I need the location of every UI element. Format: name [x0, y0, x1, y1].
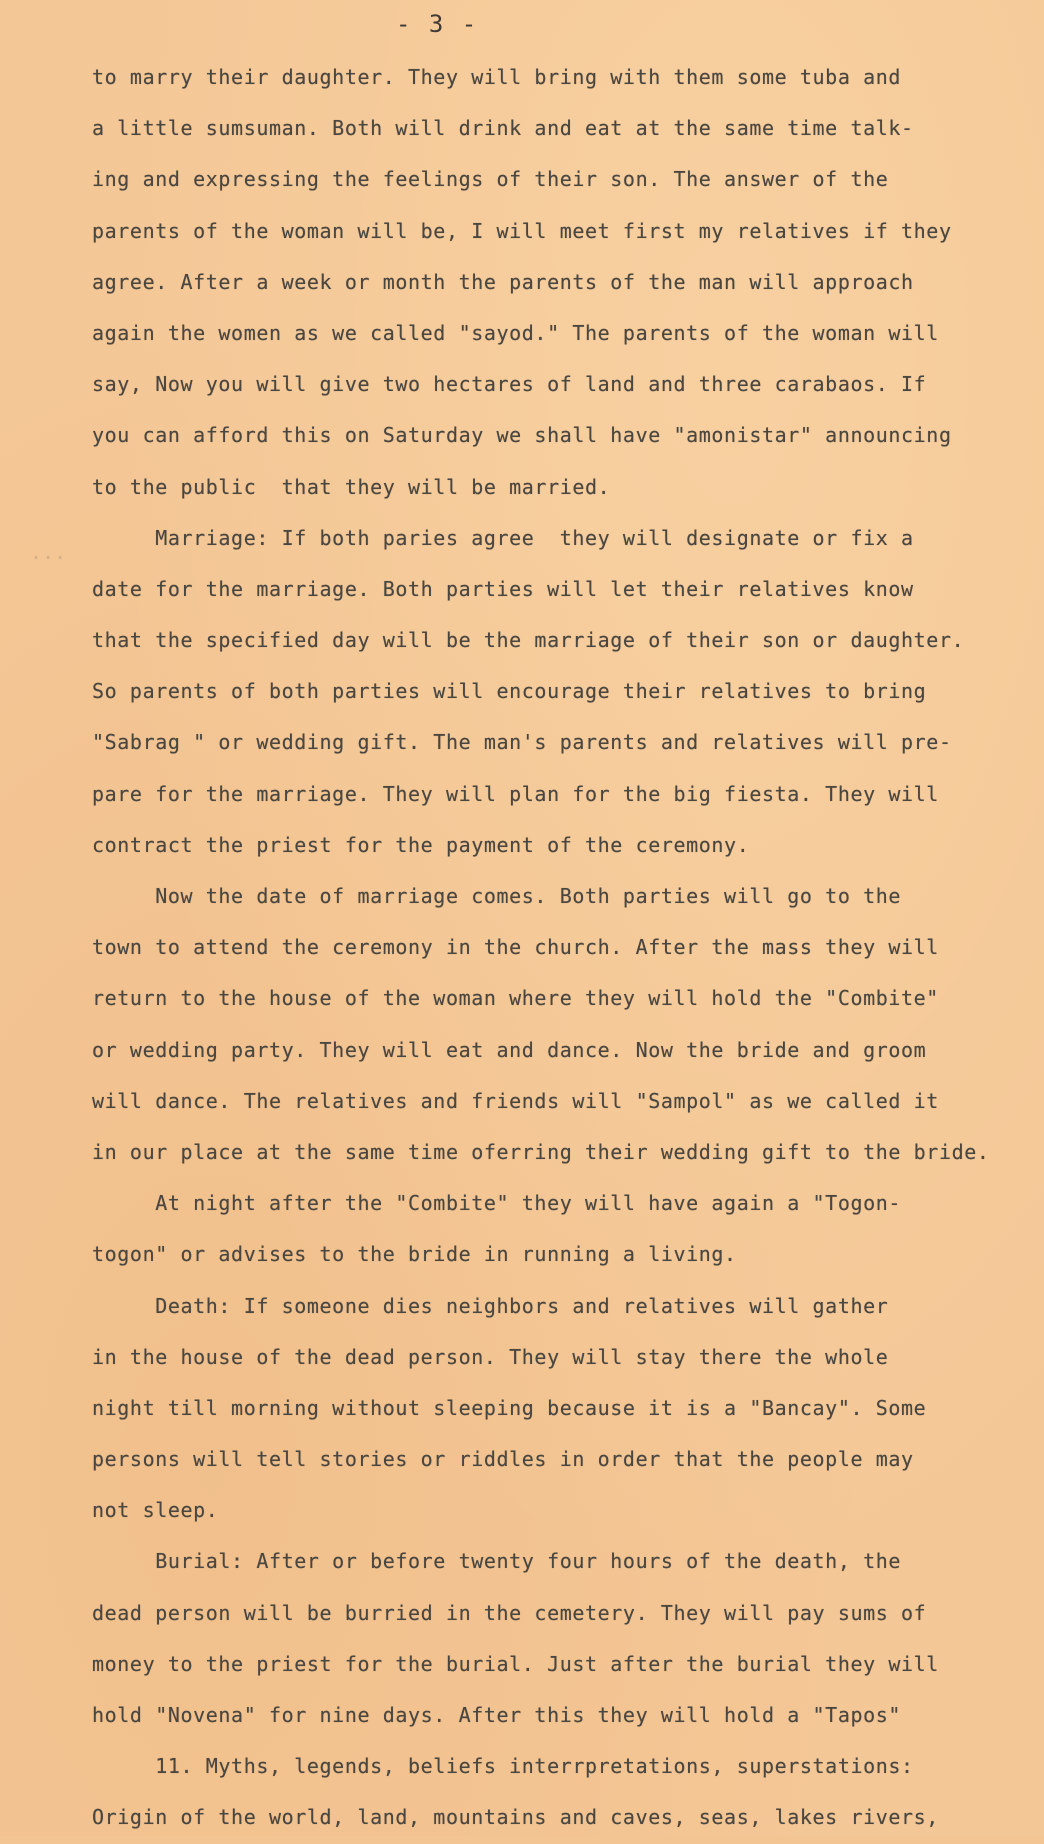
text-line: a little sumsuman. Both will drink and eat at the same time talk-	[92, 116, 914, 141]
text-line: At night after the "Combite" they will have again a "Togon-	[92, 1191, 902, 1216]
text-line: to marry their daughter. They will bring with them some tuba and	[92, 65, 902, 89]
typed-text-body	[92, 52, 1012, 1844]
text-line: you can afford this on Saturday we shall have "amonistar" announcing	[92, 423, 952, 448]
text-line: will dance. The relatives and friends will "Sampol" as we called it	[92, 1088, 939, 1113]
text-line: again the women as we called "sayod." The parents of the woman will	[92, 320, 939, 345]
text-line: night till morning without sleeping because it is a "Bancay". Some	[92, 1395, 927, 1420]
text-line: hold "Novena" for nine days. After this they will hold a "Tapos"	[92, 1703, 902, 1727]
text-line: persons will tell stories or riddles in order that the people may	[92, 1447, 914, 1472]
text-line: pare for the marriage. They will plan for the big fiesta. They will	[92, 781, 939, 806]
text-line: in the house of the dead person. They will stay there the whole	[92, 1344, 889, 1369]
text-line: togon" or advises to the bride in running a living.	[92, 1242, 737, 1267]
text-line: money to the priest for the burial. Just after the burial they will	[92, 1651, 939, 1676]
text-line: Death: If someone dies neighbors and relatives will gather	[92, 1293, 889, 1318]
text-line: say, Now you will give two hectares of land and three carabaos. If	[92, 372, 927, 397]
text-line: Marriage: If both paries agree they will designate or fix a	[92, 525, 914, 550]
text-line: town to attend the ceremony in the church. After the mass they will	[92, 935, 939, 960]
text-line: parents of the woman will be, I will meet first my relatives if they	[92, 218, 952, 243]
text-line: contract the priest for the payment of the ceremony.	[92, 832, 750, 857]
bleed-through-mark: ...	[30, 540, 67, 564]
text-line: return to the house of the woman where they will hold the "Combite"	[92, 986, 939, 1011]
text-line: that the specified day will be the marriage of their son or daughter.	[92, 628, 965, 653]
text-line: in our place at the same time oferring their wedding gift to the bride.	[92, 1139, 990, 1164]
text-line: 11. Myths, legends, beliefs interrpretations, superstations:	[92, 1754, 914, 1779]
page-number: - 3 -	[396, 10, 479, 38]
text-line: So parents of both parties will encourage their relatives to bring	[92, 679, 927, 704]
text-line: Origin of the world, land, mountains and caves, seas, lakes rivers,	[92, 1805, 939, 1830]
text-line: to the public that they will be married.	[92, 474, 611, 499]
text-line: date for the marriage. Both parties will let their relatives know	[92, 576, 914, 601]
text-line: or wedding party. They will eat and dance. Now the bride and groom	[92, 1037, 927, 1062]
text-line: dead person will be burried in the cemetery. They will pay sums of	[92, 1600, 927, 1625]
text-line: ing and expressing the feelings of their son. The answer of the	[92, 167, 889, 192]
text-line: agree. After a week or month the parents of the man will approach	[92, 269, 914, 294]
text-line: Now the date of marriage comes. Both parties will go to the	[92, 884, 902, 908]
text-line: Burial: After or before twenty four hours of the death, the	[92, 1549, 902, 1574]
text-line: not sleep.	[92, 1498, 219, 1523]
text-line: "Sabrag " or wedding gift. The man's parents and relatives will pre-	[92, 730, 952, 755]
